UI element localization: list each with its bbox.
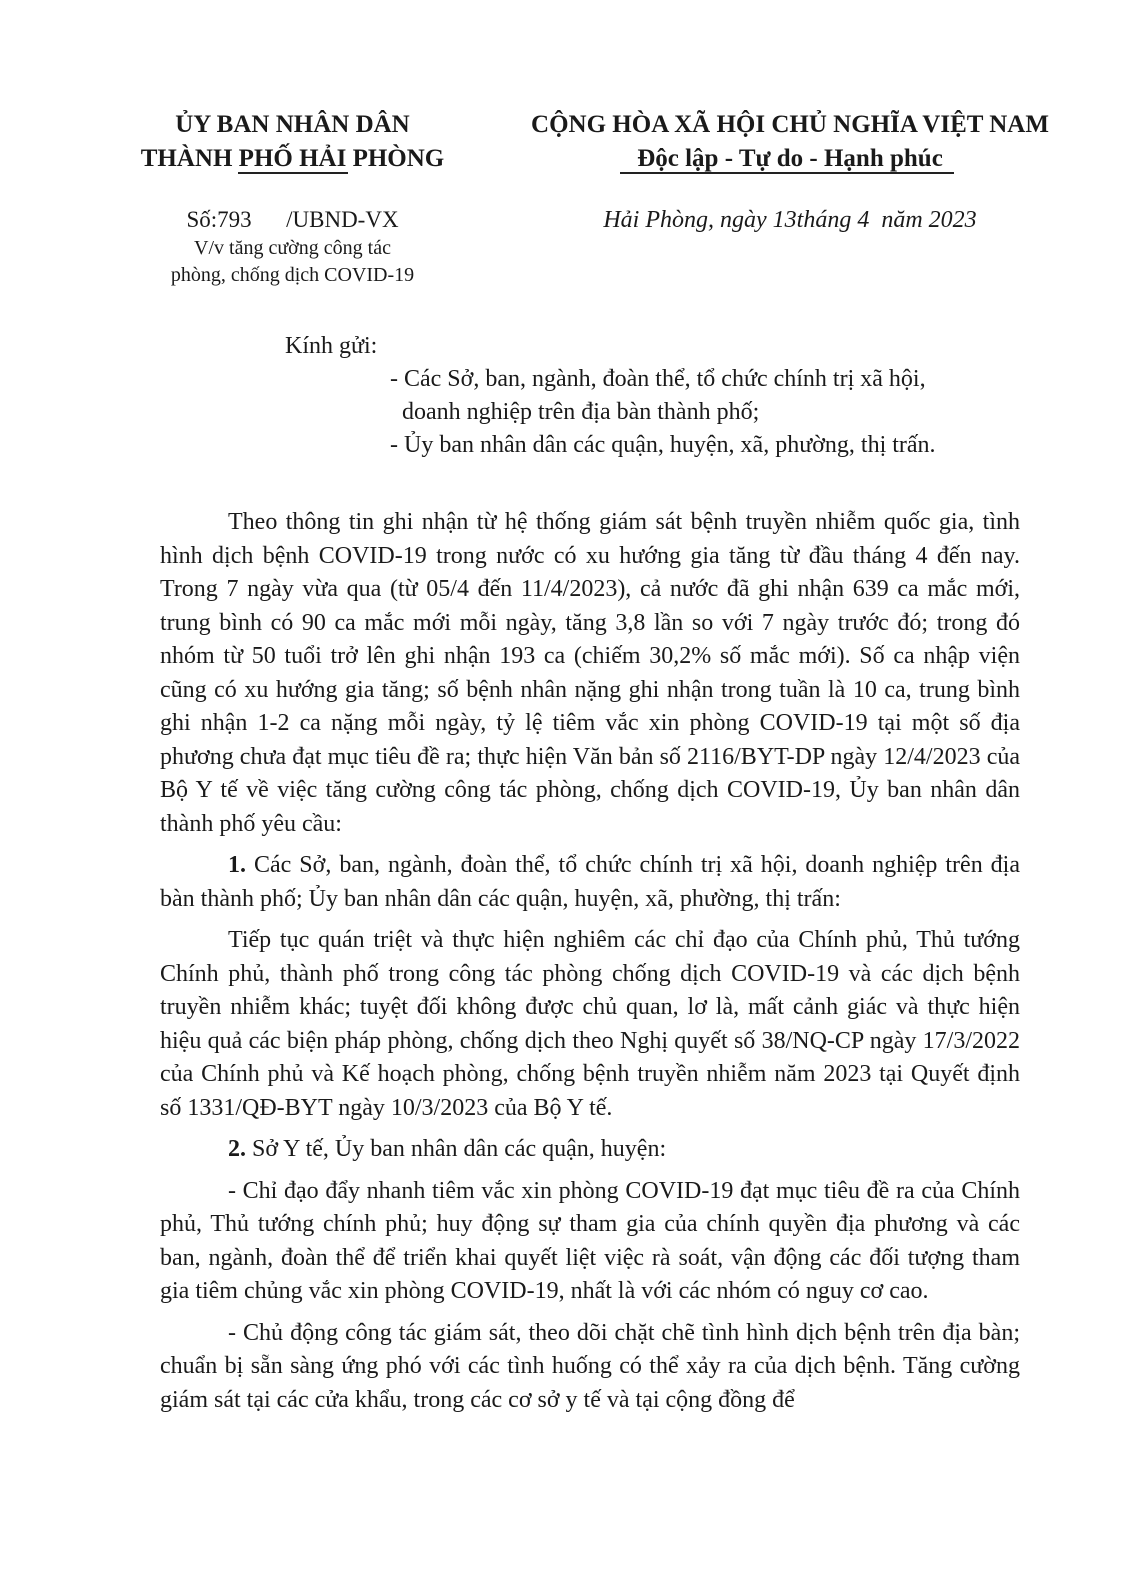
agency-line-2: THÀNH PHỐ HẢI PHÒNG [140,145,445,172]
item-2-bullet-1: - Chỉ đạo đẩy nhanh tiêm vắc xin phòng COVID-19 đạt mục tiêu đề ra của Chính phủ, Thủ tướng chính phủ; huy động sự tham gia của chính quyền địa phương và các ban, ngành, đoàn thể để triển khai quyết liệt việc rà soát, vận động các đối tượng tham gia tiêm chủng vắc xin phòng COVID-19, nhất là với các nhóm có nguy cơ cao. [160,1177,1020,1304]
motto-underline [620,172,954,174]
national-title [520,108,1060,176]
item-1-heading-text: Các Sở, ban, ngành, đoàn thể, tổ chức chính trị xã hội, doanh nghiệp trên địa bàn thành phố; Ủy ban nhân dân các quận, huyện, xã, phường, thị trấn: [160,852,1020,912]
recipient-list [390,363,1030,462]
recipient-line-1: - Các Sở, ban, ngành, đoàn thể, tổ chức chính trị xã hội, [390,366,926,392]
recipient-line-2: doanh nghiệp trên địa bàn thành phố; [402,399,760,425]
document-number: Số:793 /UBND-VX [186,207,399,232]
item-1-paragraph: Tiếp tục quán triệt và thực hiện nghiêm các chỉ đạo của Chính phủ, Thủ tướng Chính phủ, thành phố trong công tác phòng chống dịch COVID-19 và các dịch bệnh truyền nhiễm khác; tuyệt đối không được chủ quan, lơ là, mất cảnh giác và thực hiện hiệu quả các biện pháp phòng, chống dịch theo Nghị quyết số 38/NQ-CP ngày 17/3/2022 của Chính phủ và Kế hoạch phòng, chống bệnh truyền nhiễm năm 2023 tại Quyết định số 1331/QĐ-BYT ngày 10/3/2023 của Bộ Y tế. [160,927,1020,1121]
nation-motto: Độc lập - Tự do - Hạnh phúc [637,145,943,172]
document-body [160,506,1020,1417]
intro-paragraph: Theo thông tin ghi nhận từ hệ thống giám sát bệnh truyền nhiễm quốc gia, tình hình dịch bệnh COVID-19 trong nước có xu hướng gia tăng từ đầu tháng 4 đến nay. Trong 7 ngày vừa qua (từ 05/4 đến 11/4/2023), cả nước đã ghi nhận 639 ca mắc mới, trung bình có 90 ca mắc mới mỗi ngày, tăng 3,8 lần so với 7 ngày trước đó; trong đó nhóm từ 50 tuổi trở lên ghi nhận 193 ca (chiếm 30,2% số mắc mới). Số ca nhập viện cũng có xu hướng gia tăng; số bệnh nhân nặng ghi nhận trong tuần là 10 ca, trung bình ghi nhận 1-2 ca nặng mỗi ngày, tỷ lệ tiêm vắc xin phòng COVID-19 tại một số địa phương chưa đạt mục tiêu đề ra; thực hiện Văn bản số 2116/BYT-DP ngày 12/4/2023 của Bộ Y tế về việc tăng cường công tác phòng, chống dịch COVID-19, Ủy ban nhân dân thành phố yêu cầu: [160,509,1020,837]
document-number-block [120,205,465,289]
subject-line-2: phòng, chống dịch COVID-19 [170,264,415,286]
item-2-heading [160,1133,1020,1167]
issuing-agency [120,108,465,176]
item-2-bullet-2: - Chủ động công tác giám sát, theo dõi chặt chẽ tình hình dịch bệnh trên địa bàn; chuẩn bị sẵn sàng ứng phó với các tình huống có thể xảy ra của dịch bệnh. Tăng cường giám sát tại các cửa khẩu, trong các cơ sở y tế và tại cộng đồng để [160,1319,1020,1413]
subject-line-1: V/v tăng cường công tác [194,237,391,259]
nation-line-1: CỘNG HÒA XÃ HỘI CHỦ NGHĨA VIỆT NAM [531,111,1049,138]
item-1-heading [160,849,1020,916]
agency-underline [238,172,348,174]
document-date: Hải Phòng, ngày 13tháng 4 năm 2023 [603,207,977,233]
item-2-number: 2. [228,1136,246,1162]
item-2-heading-text: Sở Y tế, Ủy ban nhân dân các quận, huyện: [246,1136,667,1162]
recipient-line-3: - Ủy ban nhân dân các quận, huyện, xã, phường, thị trấn. [390,432,936,458]
greeting: Kính gửi: [285,333,378,359]
agency-line-1: ỦY BAN NHÂN DÂN [175,111,410,138]
item-1-number: 1. [228,852,246,878]
